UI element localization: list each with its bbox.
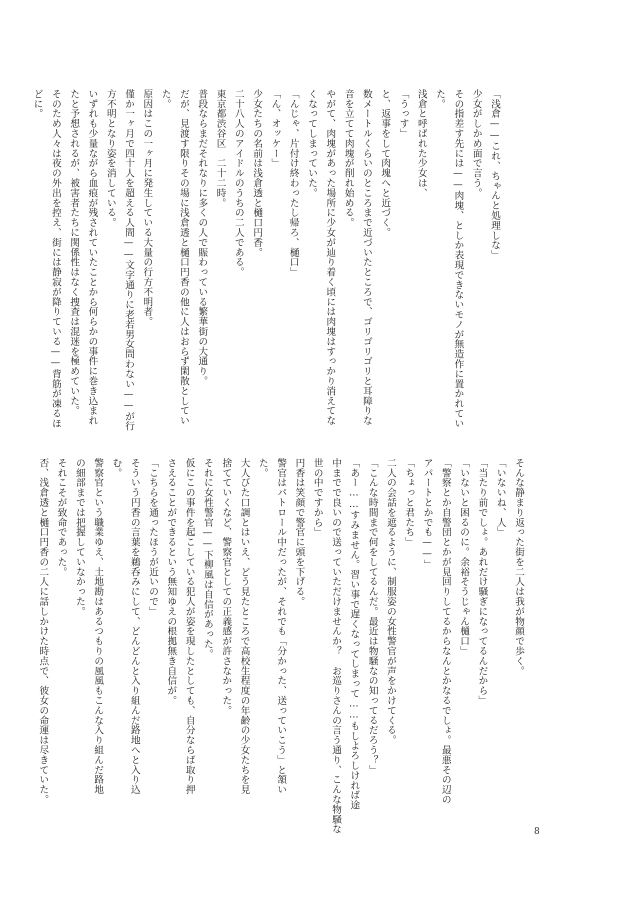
text-line: くなってしまっていた。 (306, 89, 318, 198)
text-block-upper (31, 89, 503, 441)
text-line: その指差す先には——肉塊、としか表現できないモノが無造作に置かれてい (452, 89, 464, 429)
text-line: 円香は笑顔で警官に頭を下げる。 (293, 458, 305, 607)
text-line: と、返事をして肉塊へと近づく。 (379, 89, 391, 238)
text-line: やがて、肉塊があった場所に少女が辿り着く頃には肉塊はすっかり消えてな (324, 89, 336, 426)
text-line: 浅倉と呼ばれた少女は、 (415, 89, 427, 198)
text-line: 「当たり前でしょ。あれだけ騒ぎになってるんだから」 (476, 458, 488, 706)
text-line: 仮にこの事件を起こしている犯人が姿を現したとしても、自分ならば取り押 (183, 458, 195, 795)
text-line: 「いないね、人」 (494, 458, 506, 538)
text-line: どに。 (31, 89, 43, 119)
text-line: 二人の会話を遮るように、制服姿の女性警官が声をかけてくる。 (384, 458, 396, 746)
text-line: 捨てていくなど、警察官としての正義感が許さなかった。 (220, 458, 232, 716)
text-line: 原因はこの一ヶ月に発生している大量の行方不明者。 (141, 89, 153, 327)
text-line: 「いないと困るのに。余裕そうじゃん樋口」 (458, 458, 470, 656)
text-line: 東京都渋谷区 二十二時。 (214, 89, 226, 208)
text-line: いずれも少量ながら血痕が残されていたことから何らかの事件に巻き込まれ (86, 89, 98, 426)
text-line: 少女がしかめ面で言う。 (470, 89, 482, 198)
text-line: 大人びた口調とはいえ、どう見たところで高校生程度の年齢の少女たちを見 (238, 458, 250, 795)
text-line: 「こんな時間まで何をしてるんだ。最近は物騒なの知ってるだろう？」 (366, 458, 378, 775)
text-line: アパートとかでも——」 (421, 458, 433, 570)
text-line: む。 (110, 458, 122, 478)
text-line: 普段ならまだそれなりに多くの人で賑わっている繁華街の大通り。 (196, 89, 208, 386)
text-line: そういう円香の言葉を鵜呑みにして、どんどんと入り組んだ路地へと入り込 (128, 458, 140, 795)
text-line: 「警察とか自警団とかが見回りしてるからなんとかなるでしょ。最悪その辺の (439, 458, 451, 805)
text-line: 少女たちの名前は浅倉透と樋口円香。 (251, 89, 263, 258)
text-line: 「んじゃ、片付け終わったし帰ろ、樋口」 (287, 89, 299, 278)
text-line: そんな静まり返った街を二人は我が物顔で歩く。 (513, 458, 524, 676)
text-line: た。 (434, 89, 446, 109)
text-line: 「うっす」 (397, 89, 409, 139)
text-line: 二十八人のアイドルのうちの二人である。 (232, 89, 244, 278)
text-line: だが、見渡す限りその場に浅倉透と樋口円香の他に人はおらず閑散としてい (177, 89, 189, 426)
text-line: 中までで良いので送っていただけませんか？ お巡りさんの言う通り、こんな物騒な (330, 458, 342, 835)
page-number: 8 (534, 827, 540, 837)
text-line: 音を立てて肉塊が削れ始める。 (342, 89, 354, 228)
text-line: 「あー……すみません。習い事で遅くなってしまって……もしよろしければ途 (348, 458, 360, 811)
text-line: さえることができるという無知ゆえの根拠無き自信が。 (165, 458, 177, 706)
text-line: 数メートルくらいのところまで近づいたところで、ゴリゴリゴリと耳障りな (360, 89, 372, 426)
text-line: の細部までは把握していなかった。 (73, 458, 85, 617)
text-line: 警官はパトロール中だったが、それでも「分かった、送っていこう」と頷い (275, 458, 287, 795)
text-line: 「浅倉——これ、ちゃんと処理しな」 (489, 89, 500, 261)
text-line: 否、浅倉透と樋口円香の二人に話しかけた時点で、彼女の命運は尽きていた。 (37, 458, 49, 805)
text-line: それこそが致命であった。 (55, 458, 67, 577)
text-line: 「ん、オッケー」 (269, 89, 281, 169)
text-line: たと予想されるが、被害者たちに関係性はなく捜査は混迷を極めていた。 (68, 89, 80, 416)
text-line: 「こちらを通ったほうが近いので」 (147, 458, 159, 617)
text-line: た。 (256, 458, 268, 478)
text-line: そのため人々は夜の外出を控え、街には静寂が降りている——背筋が凍るほ (49, 89, 61, 429)
text-line: た。 (159, 89, 171, 109)
text-line: 世の中ですから」 (311, 458, 323, 538)
text-line: それに女性警官——下柳風は自信があった。 (201, 458, 213, 659)
text-line: 「ちょっと君たち」 (403, 458, 415, 548)
text-block-lower (37, 458, 527, 835)
text-line: 警察官という職業ゆえ、土地勘はあるつもりの風風もこんな入り組んだ路地 (92, 458, 104, 795)
text-line: 僅か一ヶ月で四十人を超える人間——文字通りに老若男女問わない——が行 (123, 89, 135, 432)
text-line: 方不明となり姿を消している。 (104, 89, 116, 228)
